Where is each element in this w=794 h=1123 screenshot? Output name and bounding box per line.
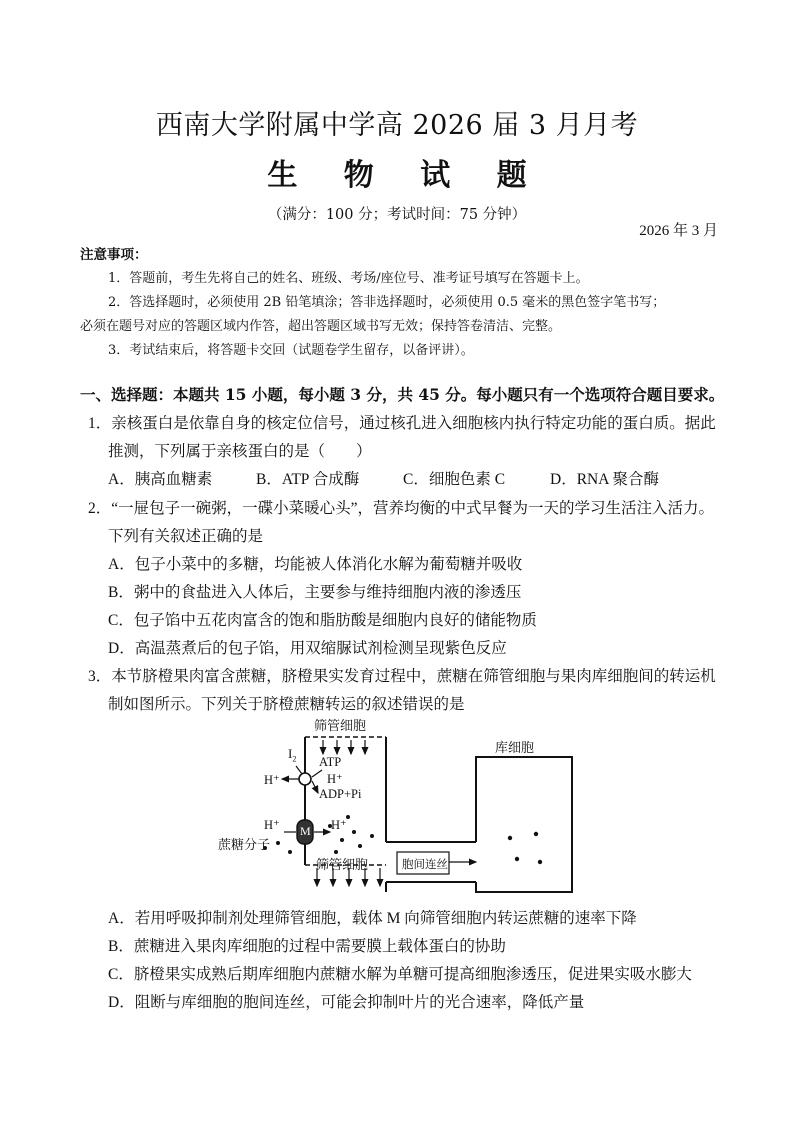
- exam-date: 2026 年 3 月: [639, 223, 718, 239]
- q3-option-c: C．脐橙果实成熟后期库细胞内蔗糖水解为单糖可提高细胞渗透压，促进果实吸水膨大: [108, 966, 692, 983]
- label-m: M: [300, 824, 311, 838]
- label-i2: $I_2$: [288, 746, 297, 764]
- label-sink-cell: 库细胞: [495, 741, 535, 756]
- subject-title: 生 物 试 题: [267, 158, 545, 193]
- q3-option-a: A．若用呼吸抑制剂处理筛管细胞，载体 M 向筛管细胞内转运蔗糖的速率下降: [108, 910, 637, 927]
- proton-pump-icon: [299, 773, 311, 785]
- q2-option-c: C．包子馅中五花肉富含的饱和脂肪酸是细胞内良好的储能物质: [108, 612, 537, 629]
- exam-title: 西南大学附属中学高 2026 届 3 月月考: [155, 110, 639, 141]
- q1-option-b: B．ATP 合成酶: [256, 471, 360, 488]
- notice-line-2a: 2．答选择题时，必须使用 2B 铅笔填涂；答非选择题时，必须使用 0.5 毫米的黑色签字笔书写；: [108, 295, 666, 310]
- q2-line-2: 下列有关叙述正确的是: [108, 528, 264, 545]
- label-plasmodesmata: 胞间连丝: [402, 857, 448, 871]
- q3-option-d: D．阻断与库细胞的胞间连丝，可能会抑制叶片的光合速率，降低产量: [108, 994, 585, 1011]
- q1-option-d: D．RNA 聚合酶: [550, 471, 659, 488]
- q2-option-d: D．高温蒸煮后的包子馅，用双缩脲试剂检测呈现紫色反应: [108, 640, 507, 657]
- q1-line-1: 1．亲核蛋白是依靠自身的核定位信号，通过核孔进入细胞核内执行特定功能的蛋白质。据此: [88, 415, 716, 432]
- label-sieve-top: 筛管细胞: [314, 719, 367, 734]
- q2-option-a: A．包子小菜中的多糖，均能被人体消化水解为葡萄糖并吸收: [108, 556, 523, 573]
- q3-line-2: 制如图所示。下列关于脐橙蔗糖转运的叙述错误的是: [108, 696, 465, 713]
- label-sieve-bottom: 筛管细胞: [316, 858, 369, 873]
- label-h-right-2: H⁺: [331, 818, 347, 832]
- notice-line-2b: 必须在题号对应的答题区域内作答，超出答题区域书写无效；保持答卷清洁、完整。: [80, 319, 562, 334]
- label-h-left-1: H⁺: [264, 773, 280, 787]
- q3-line-1: 3．本节脐橙果肉富含蔗糖，脐橙果实发育过程中，蔗糖在筛管细胞与果肉库细胞间的转运机: [88, 668, 716, 685]
- q1-line-2: 推测，下列属于亲核蛋白的是（ ）: [108, 443, 372, 460]
- q2-option-b: B．粥中的食盐进入人体后，主要参与维持细胞内液的渗透压: [108, 584, 522, 601]
- label-h-left-2: H⁺: [264, 818, 280, 832]
- q3-option-b: B．蔗糖进入果肉库细胞的过程中需要膜上载体蛋白的协助: [108, 938, 506, 955]
- q2-line-1: 2．“一屉包子一碗粥，一碟小菜暖心头”，营养均衡的中式早餐为一天的学习生活注入活力。: [88, 500, 715, 517]
- label-atp: ATP: [319, 755, 342, 769]
- label-adp-pi: ADP+Pi: [319, 787, 362, 801]
- section-heading: 一、选择题：本题共 15 小题，每小题 3 分，共 45 分。每小题只有一个选项符合题目要求。: [80, 385, 725, 404]
- label-sucrose: 蔗糖分子: [218, 838, 271, 853]
- exam-meta: （满分：100 分；考试时间：75 分钟）: [267, 207, 527, 223]
- notice-title: 注意事项：: [80, 247, 148, 263]
- label-h-right-1: H⁺: [327, 772, 343, 786]
- q1-option-c: C．细胞色素 C: [403, 471, 506, 488]
- q1-option-a: A．胰高血糖素: [108, 471, 213, 488]
- notice-line-3: 3．考试结束后，将答题卡交回（试题卷学生留存，以备评讲）。: [108, 343, 474, 358]
- flow-arrows-top: [323, 740, 365, 754]
- sink-cell-box: [476, 757, 572, 892]
- notice-line-1: 1．答题前，考生先将自己的姓名、班级、考场/座位号、准考证号填写在答题卡上。: [108, 271, 589, 286]
